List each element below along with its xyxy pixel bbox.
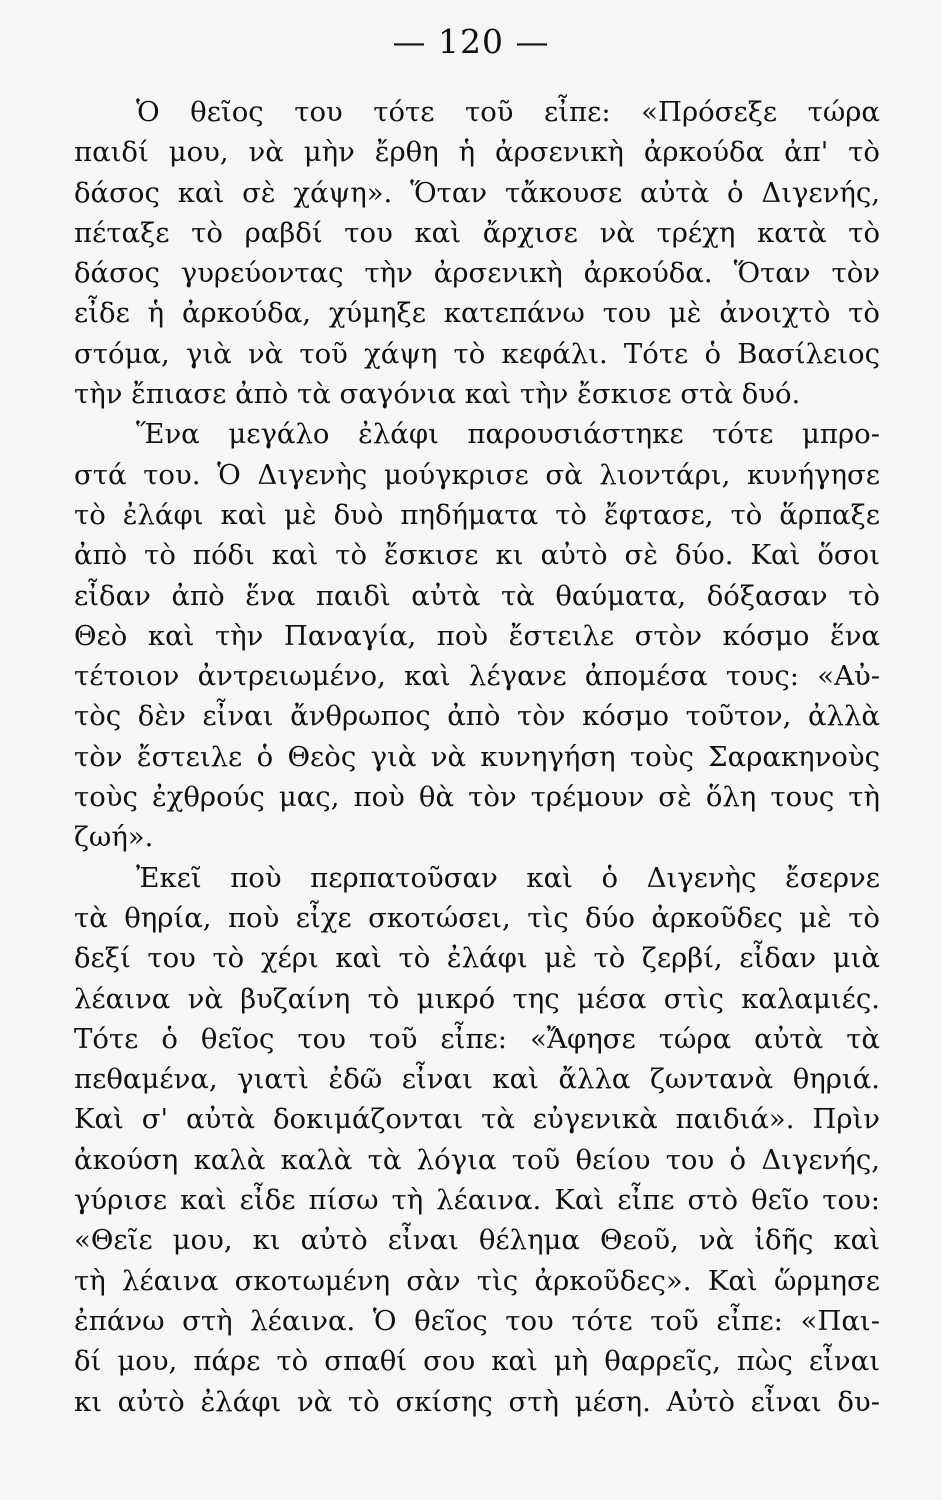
text-line: τὰ θηρία, ποὺ εἶχε σκοτώσει, τὶς δύο ἀρκοῦδες μὲ τὸ — [74, 901, 880, 934]
text-line: ἀκούση καλὰ καλὰ τὰ λόγια τοῦ θείου του ὁ Διγενής, — [74, 1143, 880, 1176]
text-line: δάσος γυρεύοντας τὴν ἀρσενικὴ ἀρκούδα. Ὅταν τὸν — [74, 257, 880, 290]
text-line: δάσος καὶ σὲ χάψη». Ὅταν τἄκουσε αὐτὰ ὁ Διγενής, — [74, 176, 880, 209]
text-line: κι αὐτὸ ἐλάφι νὰ τὸ σκίσης στὴ μέση. Αὐτὸ εἶναι δυ- — [74, 1385, 880, 1418]
text-line: δί μου, πάρε τὸ σπαθί σου καὶ μὴ θαρρεῖς, πὼς εἶναι — [74, 1345, 880, 1378]
body-text — [74, 92, 880, 1422]
text-line: παιδί μου, νὰ μὴν ἔρθη ἡ ἀρσενικὴ ἀρκούδα ἀπ' τὸ — [74, 136, 880, 169]
text-line: τὸν ἔστειλε ὁ Θεὸς γιὰ νὰ κυνηγήση τοὺς Σαρακηνοὺς — [74, 740, 880, 773]
text-line: τὸ ἐλάφι καὶ μὲ δυὸ πηδήματα τὸ ἔφτασε, τὸ ἅρπαξε — [74, 498, 880, 531]
text-line: τὴ λέαινα σκοτωμένη σὰν τὶς ἀρκοῦδες». Καὶ ὥρμησε — [74, 1264, 880, 1297]
text-line: ἐπάνω στὴ λέαινα. Ὁ θεῖος του τότε τοῦ εἶπε: «Παι- — [74, 1304, 880, 1337]
text-line: εἶδαν ἀπὸ ἕνα παιδὶ αὐτὰ τὰ θαύματα, δόξασαν τὸ — [74, 579, 880, 612]
text-line: στά του. Ὁ Διγενὴς μούγκρισε σὰ λιοντάρι, κυνήγησε — [74, 458, 880, 491]
text-line: Ἐκεῖ ποὺ περπατοῦσαν καὶ ὁ Διγενὴς ἔσερνε — [136, 861, 880, 894]
text-line: τοὺς ἐχθρούς μας, ποὺ θὰ τὸν τρέμουν σὲ ὅλη τους τὴ — [74, 781, 880, 814]
text-line: τὴν ἔπιασε ἀπὸ τὰ σαγόνια καὶ τὴν ἔσκισε στὰ δυό. — [74, 378, 801, 411]
text-line: Ἕνα μεγάλο ἐλάφι παρουσιάστηκε τότε μπρο- — [136, 418, 880, 451]
text-line: πέταξε τὸ ραβδί του καὶ ἄρχισε νὰ τρέχη κατὰ τὸ — [74, 216, 880, 249]
text-line: Τότε ὁ θεῖος του τοῦ εἶπε: «Ἄφησε τώρα αὐτὰ τὰ — [74, 1022, 880, 1055]
text-line: «Θεῖε μου, κι αὐτὸ εἶναι θέλημα Θεοῦ, νὰ ἰδῆς καὶ — [74, 1224, 880, 1257]
text-line: Καὶ σ' αὐτὰ δοκιμάζονται τὰ εὐγενικὰ παιδιά». Πρὶν — [74, 1103, 880, 1136]
text-line: τὸς δὲν εἶναι ἄνθρωπος ἀπὸ τὸν κόσμο τοῦτον, ἀλλὰ — [74, 700, 880, 733]
text-line: Θεὸ καὶ τὴν Παναγία, ποὺ ἔστειλε στὸν κόσμο ἕνα — [74, 619, 880, 652]
page-number: — 120 — — [392, 22, 550, 61]
text-line: ζωή». — [74, 821, 154, 854]
text-line: γύρισε καὶ εἶδε πίσω τὴ λέαινα. Καὶ εἶπε στὸ θεῖο του: — [74, 1184, 880, 1217]
text-line: πεθαμένα, γιατὶ ἐδῶ εἶναι καὶ ἄλλα ζωντανὰ θηριά. — [74, 1063, 880, 1096]
text-line: εἶδε ἡ ἀρκούδα, χύμηξε κατεπάνω του μὲ ἀνοιχτὸ τὸ — [74, 297, 880, 330]
text-line: ἀπὸ τὸ πόδι καὶ τὸ ἔσκισε κι αὐτὸ σὲ δύο. Καὶ ὅσοι — [74, 539, 880, 572]
text-line: τέτοιον ἀντρειωμένο, καὶ λέγανε ἀπομέσα τους: «Αὐ- — [74, 660, 880, 693]
text-line: στόμα, γιὰ νὰ τοῦ χάψη τὸ κεφάλι. Τότε ὁ Βασίλειος — [74, 337, 880, 370]
text-line: δεξί του τὸ χέρι καὶ τὸ ἐλάφι μὲ τὸ ζερβί, εἶδαν μιὰ — [74, 942, 880, 975]
text-line: λέαινα νὰ βυζαίνη τὸ μικρό της μέσα στὶς καλαμιές. — [74, 982, 880, 1015]
text-line: Ὁ θεῖος του τότε τοῦ εἶπε: «Πρόσεξε τώρα — [136, 96, 880, 128]
